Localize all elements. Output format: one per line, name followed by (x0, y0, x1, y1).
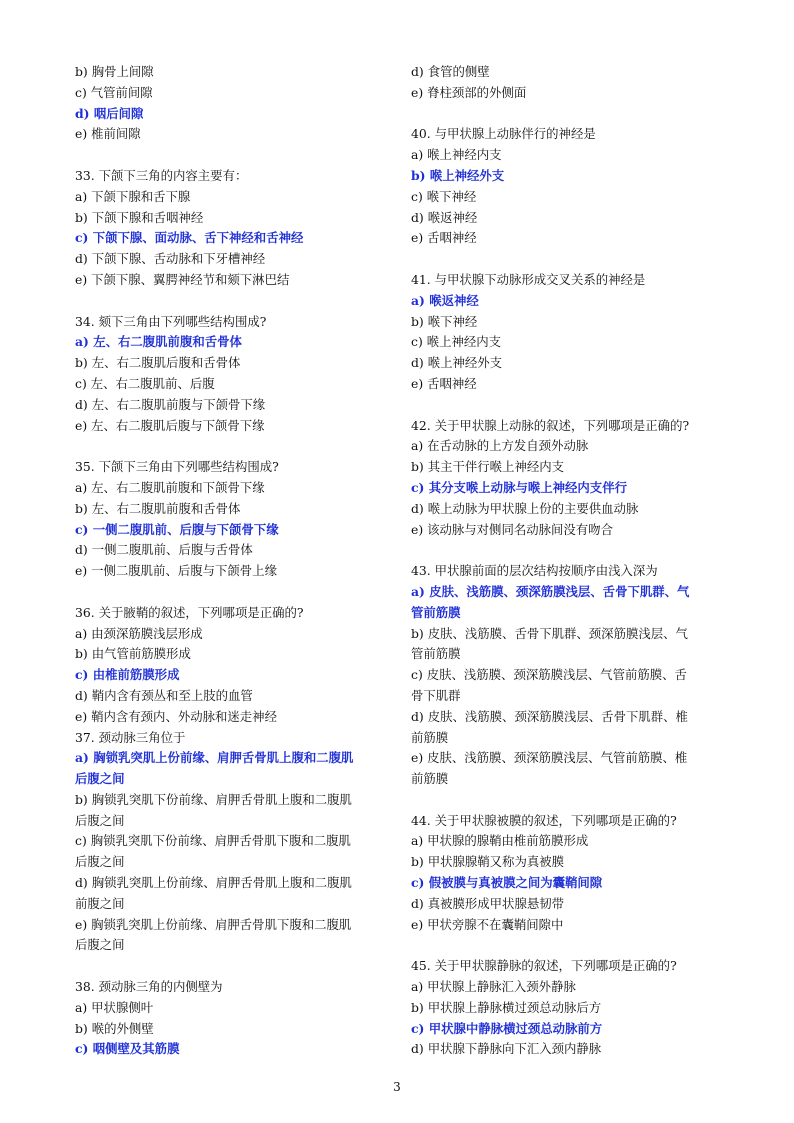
text-line: d) 食管的侧壁 (411, 64, 490, 79)
text-line: c) 喉上神经内支 (411, 334, 502, 350)
text-line: 36. 关于腋鞘的叙述，下列哪项是正确的? (75, 604, 304, 620)
answer-line: c) 假被膜与真被膜之间为囊鞘间隙 (411, 875, 603, 891)
text-line: 骨下肌群 (411, 687, 461, 703)
text-line: 45. 关于甲状腺静脉的叙述，下列哪项是正确的? (411, 958, 677, 974)
text-line: e) 脊柱颈部的外侧面 (411, 84, 527, 100)
answer-line: c) 其分支喉上动脉与喉上神经内支伴行 (411, 479, 627, 495)
answer-line: c) 由椎前筋膜形成 (75, 667, 180, 683)
blank-line (411, 395, 729, 416)
blank-line (411, 790, 729, 811)
text-line: 33. 下颌下三角的内容主要有： (75, 167, 248, 183)
text-line: a) 甲状腺上静脉汇入颈外静脉 (411, 979, 576, 995)
answer-line: a) 左、右二腹肌前腹和舌骨体 (75, 334, 242, 350)
left-column (75, 62, 393, 1060)
text-line: 后腹之间 (75, 854, 125, 870)
text-line: 前筋膜 (411, 771, 449, 787)
text-line: d) 喉返神经 (411, 209, 478, 225)
text-line: 34. 颏下三角由下列哪些结构围成? (75, 313, 267, 329)
text-line: 41. 与甲状腺下动脉形成交叉关系的神经是 (411, 271, 646, 287)
answer-line: 后腹之间 (75, 771, 125, 787)
text-line: a) 甲状腺的腺鞘由椎前筋膜形成 (411, 833, 589, 849)
text-line: a) 由颈深筋膜浅层形成 (75, 625, 203, 641)
answer-line: c) 咽侧壁及其筋膜 (75, 1041, 180, 1057)
text-line: b) 甲状腺腺鞘又称为真被膜 (411, 854, 565, 870)
text-line: 37. 颈动脉三角位于 (75, 729, 186, 745)
text-line: d) 甲状腺下静脉向下汇入颈内静脉 (411, 1041, 602, 1057)
text-line: e) 舌咽神经 (411, 230, 477, 246)
text-line: b) 喉的外侧壁 (75, 1020, 154, 1036)
text-line: a) 下颌下腺和舌下腺 (75, 188, 191, 204)
blank-line (75, 436, 393, 457)
answer-line: b) 喉上神经外支 (411, 167, 505, 183)
text-line: c) 皮肤、浅筋膜、颈深筋膜浅层、气管前筋膜、舌 (411, 667, 687, 683)
text-line: 43. 甲状腺前面的层次结构按顺序由浅入深为 (411, 563, 658, 579)
text-line: c) 胸锁乳突肌下份前缘、肩胛舌骨肌下腹和二腹肌 (75, 833, 351, 849)
text-line: b) 由气管前筋膜形成 (75, 646, 191, 662)
text-line: e) 鞘内含有颈内、外动脉和迷走神经 (75, 708, 277, 724)
text-line: 后腹之间 (75, 812, 125, 828)
text-line: a) 左、右二腹肌前腹和下颌骨下缘 (75, 479, 265, 495)
text-line: e) 舌咽神经 (411, 375, 477, 391)
text-line: d) 喉上神经外支 (411, 355, 503, 371)
text-line: 40. 与甲状腺上动脉伴行的神经是 (411, 126, 596, 142)
text-line: 42. 关于甲状腺上动脉的叙述，下列哪项是正确的? (411, 417, 690, 433)
text-line: b) 胸骨上间隙 (75, 64, 154, 79)
answer-line: c) 甲状腺中静脉横过颈总动脉前方 (411, 1020, 603, 1036)
text-line: b) 皮肤、浅筋膜、舌骨下肌群、颈深筋膜浅层、气 (411, 625, 688, 641)
text-line: d) 真被膜形成甲状腺悬韧带 (411, 895, 565, 911)
text-line: d) 鞘内含有颈丛和至上肢的血管 (75, 687, 253, 703)
text-line: a) 喉上神经内支 (411, 147, 502, 163)
blank-line (411, 935, 729, 956)
answer-line: c) 下颌下腺、面动脉、舌下神经和舌神经 (75, 230, 304, 246)
text-line: b) 其主干伴行喉上神经内支 (411, 459, 565, 475)
text-line: b) 左、右二腹肌后腹和舌骨体 (75, 355, 241, 371)
blank-line (411, 104, 729, 125)
blank-line (411, 249, 729, 270)
text-line: c) 左、右二腹肌前、后腹 (75, 375, 215, 391)
text-line: d) 皮肤、浅筋膜、颈深筋膜浅层、舌骨下肌群、椎 (411, 708, 688, 724)
text-line: d) 左、右二腹肌前腹与下颌骨下缘 (75, 396, 266, 412)
text-line: b) 左、右二腹肌前腹和舌骨体 (75, 500, 241, 516)
text-line: b) 喉下神经 (411, 313, 478, 329)
text-line: 35. 下颌下三角由下列哪些结构围成? (75, 459, 279, 475)
text-line: 管前筋膜 (411, 646, 461, 662)
text-line: c) 气管前间隙 (75, 84, 153, 100)
text-line: e) 皮肤、浅筋膜、颈深筋膜浅层、气管前筋膜、椎 (411, 750, 688, 766)
text-line: c) 喉下神经 (411, 188, 477, 204)
text-line: e) 下颌下腺、翼腭神经节和颏下淋巴结 (75, 271, 290, 287)
right-column (411, 62, 729, 1060)
answer-line: a) 喉返神经 (411, 292, 479, 308)
text-line: a) 甲状腺侧叶 (75, 999, 154, 1015)
text-line: 38. 颈动脉三角的内侧壁为 (75, 979, 223, 995)
answer-line: c) 一侧二腹肌前、后腹与下颌骨下缘 (75, 521, 279, 537)
text-line: a) 在舌动脉的上方发自颈外动脉 (411, 438, 589, 454)
text-line: d) 一侧二腹肌前、后腹与舌骨体 (75, 542, 253, 558)
text-line: e) 该动脉与对侧同名动脉间没有吻合 (411, 521, 613, 537)
blank-line (411, 540, 729, 561)
text-line: e) 胸锁乳突肌上份前缘、肩胛舌骨肌下腹和二腹肌 (75, 916, 352, 932)
text-line: b) 胸锁乳突肌下份前缘、肩胛舌骨肌上腹和二腹肌 (75, 791, 352, 807)
text-line: e) 椎前间隙 (75, 126, 141, 142)
text-line: 44. 关于甲状腺被膜的叙述，下列哪项是正确的? (411, 812, 677, 828)
text-line: b) 下颌下腺和舌咽神经 (75, 209, 204, 225)
text-line: e) 甲状旁腺不在囊鞘间隙中 (411, 916, 564, 932)
text-line: 前筋膜 (411, 729, 449, 745)
text-line: d) 胸锁乳突肌上份前缘、肩胛舌骨肌上腹和二腹肌 (75, 875, 352, 891)
answer-line: a) 皮肤、浅筋膜、颈深筋膜浅层、舌骨下肌群、气 (411, 583, 690, 599)
text-line: 前腹之间 (75, 895, 125, 911)
text-line: e) 左、右二腹肌后腹与下颌骨下缘 (75, 417, 265, 433)
blank-line (75, 582, 393, 603)
blank-line (75, 956, 393, 977)
text-line: e) 一侧二腹肌前、后腹与下颌骨上缘 (75, 563, 277, 579)
answer-line: d) 咽后间隙 (75, 105, 144, 121)
blank-line (75, 291, 393, 312)
blank-line (75, 145, 393, 166)
text-line: 后腹之间 (75, 937, 125, 953)
answer-line: a) 胸锁乳突肌上份前缘、肩胛舌骨肌上腹和二腹肌 (75, 750, 354, 766)
text-line: d) 下颌下腺、舌动脉和下牙槽神经 (75, 251, 266, 267)
page-number: 3 (393, 1080, 401, 1094)
answer-line: 管前筋膜 (411, 604, 461, 620)
text-line: d) 喉上动脉为甲状腺上份的主要供血动脉 (411, 500, 639, 516)
text-line: b) 甲状腺上静脉横过颈总动脉后方 (411, 999, 602, 1015)
